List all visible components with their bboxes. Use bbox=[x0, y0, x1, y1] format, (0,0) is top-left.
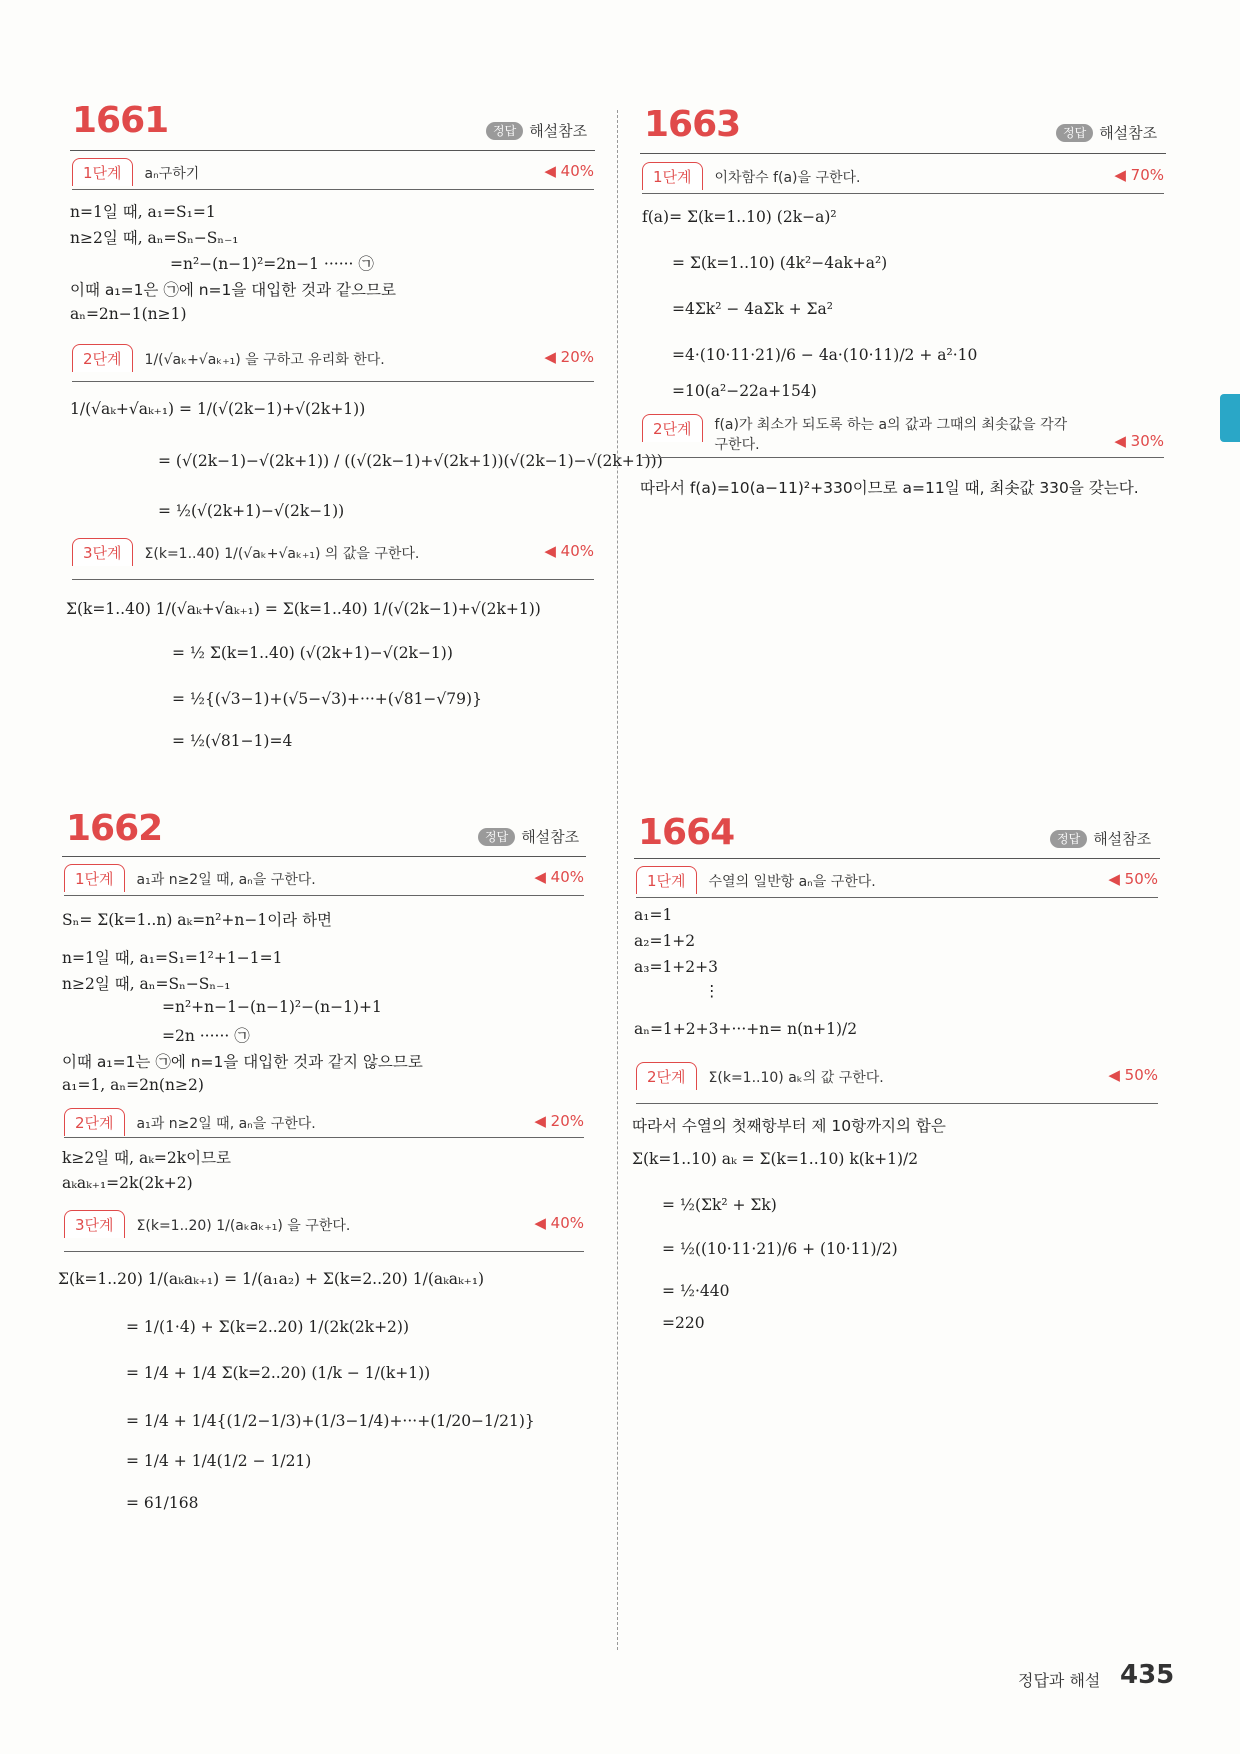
step-3 bbox=[64, 1210, 584, 1250]
step-desc: aₙ구하기 bbox=[144, 166, 200, 182]
header-rule bbox=[62, 856, 586, 857]
solution-line: =220 bbox=[662, 1314, 705, 1332]
step-desc: Σ(k=1..10) aₖ의 값 구한다. bbox=[708, 1070, 884, 1086]
solution-line: n≥2일 때, aₙ=Sₙ−Sₙ₋₁ bbox=[70, 229, 239, 247]
step-rule bbox=[64, 1251, 584, 1252]
step-rule bbox=[72, 579, 594, 580]
answer-text: 해설참조 bbox=[1099, 124, 1158, 142]
step-rule bbox=[636, 1103, 1158, 1104]
solution-line: = ½{(√3−1)+(√5−√3)+···+(√81−√79)} bbox=[172, 690, 482, 708]
step-1 bbox=[642, 162, 1164, 192]
header-rule bbox=[634, 858, 1160, 859]
step-tag: 3단계 bbox=[64, 1210, 125, 1238]
step-rule bbox=[642, 193, 1164, 194]
problem-number: 1664 bbox=[638, 812, 735, 853]
solution-line: Σ(k=1..40) 1/(√aₖ+√aₖ₊₁) = Σ(k=1..40) 1/(√(2k−1)+√(2k+1)) bbox=[66, 600, 541, 618]
step-rule bbox=[642, 457, 1164, 458]
step-tag: 2단계 bbox=[642, 414, 703, 442]
solution-line: = ½(√81−1)=4 bbox=[172, 732, 293, 750]
solution-line: Σ(k=1..10) aₖ = Σ(k=1..10) k(k+1)/2 bbox=[632, 1150, 919, 1168]
answer-label bbox=[478, 826, 579, 847]
step-percent: ◀ 30% bbox=[1114, 432, 1164, 450]
step-percent: ◀ 20% bbox=[544, 348, 594, 366]
column-divider bbox=[617, 110, 618, 1650]
solution-line: = ½(Σk² + Σk) bbox=[662, 1196, 777, 1214]
footer-label: 정답과 해설 bbox=[1018, 1671, 1101, 1690]
solution-line: = ½ Σ(k=1..40) (√(2k+1)−√(2k−1)) bbox=[172, 644, 453, 662]
solution-line: = ½·440 bbox=[662, 1282, 730, 1300]
problem-number: 1661 bbox=[72, 100, 169, 141]
step-rule bbox=[64, 895, 584, 896]
solution-line: ⋮ bbox=[704, 982, 720, 1000]
step-percent: ◀ 50% bbox=[1108, 1066, 1158, 1084]
header-rule bbox=[640, 153, 1166, 154]
problem-number: 1662 bbox=[66, 808, 163, 849]
step-percent: ◀ 40% bbox=[534, 1214, 584, 1232]
solution-line: =n²−(n−1)²=2n−1 ······ ㉠ bbox=[170, 255, 374, 273]
step-rule bbox=[72, 189, 594, 190]
solution-line: 이때 a₁=1는 ㉠에 n=1을 대입한 것과 같지 않으므로 bbox=[62, 1053, 423, 1071]
answer-text: 해설참조 bbox=[1093, 830, 1152, 848]
step-desc: a₁과 n≥2일 때, aₙ을 구한다. bbox=[136, 872, 316, 888]
answer-label bbox=[1050, 828, 1151, 849]
solution-line: = 1/4 + 1/4{(1/2−1/3)+(1/3−1/4)+···+(1/20−1/21)} bbox=[126, 1412, 535, 1430]
solution-line: a₁=1 bbox=[634, 906, 673, 924]
solution-line: 이때 a₁=1은 ㉠에 n=1을 대입한 것과 같으므로 bbox=[70, 281, 396, 299]
step-tag: 1단계 bbox=[72, 158, 133, 186]
answer-label bbox=[1056, 122, 1157, 143]
answer-label bbox=[486, 120, 587, 141]
step-3 bbox=[72, 538, 594, 578]
solution-line: = ½((10·11·21)/6 + (10·11)/2) bbox=[662, 1240, 898, 1258]
step-2 bbox=[64, 1108, 584, 1136]
solution-line: = 1/4 + 1/4 Σ(k=2..20) (1/k − 1/(k+1)) bbox=[126, 1364, 431, 1382]
step-tag: 2단계 bbox=[64, 1108, 125, 1136]
solution-line: =4Σk² − 4aΣk + Σa² bbox=[672, 300, 833, 318]
solution-line: Sₙ= Σ(k=1..n) aₖ=n²+n−1이라 하면 bbox=[62, 911, 333, 929]
solution-line: Σ(k=1..20) 1/(aₖaₖ₊₁) = 1/(a₁a₂) + Σ(k=2..20) 1/(aₖaₖ₊₁) bbox=[58, 1270, 485, 1288]
step-tag: 1단계 bbox=[64, 864, 125, 892]
solution-line: = 1/4 + 1/4(1/2 − 1/21) bbox=[126, 1452, 312, 1470]
solution-line: = 1/(1·4) + Σ(k=2..20) 1/(2k(2k+2)) bbox=[126, 1318, 410, 1336]
step-rule bbox=[636, 897, 1158, 898]
answer-text: 해설참조 bbox=[521, 828, 580, 846]
solution-line: = ½(√(2k+1)−√(2k−1)) bbox=[158, 502, 345, 520]
step-desc: Σ(k=1..20) 1/(aₖaₖ₊₁) 을 구한다. bbox=[136, 1218, 351, 1234]
step-1 bbox=[64, 864, 584, 894]
solution-line: aₙ=1+2+3+···+n= n(n+1)/2 bbox=[634, 1020, 858, 1038]
solution-line: 따라서 f(a)=10(a−11)²+330이므로 a=11일 때, 최솟값 330을 갖는다. bbox=[640, 479, 1139, 497]
step-desc: 수열의 일반항 aₙ을 구한다. bbox=[708, 874, 876, 890]
step-percent: ◀ 40% bbox=[544, 542, 594, 560]
step-desc: 이차함수 f(a)을 구한다. bbox=[714, 170, 861, 186]
step-1 bbox=[72, 158, 594, 188]
problem-number: 1663 bbox=[644, 104, 741, 145]
solution-line: =4·(10·11·21)/6 − 4a·(10·11)/2 + a²·10 bbox=[672, 346, 978, 364]
step-2 bbox=[72, 344, 594, 380]
solution-line: a₃=1+2+3 bbox=[634, 958, 719, 976]
step-percent: ◀ 50% bbox=[1108, 870, 1158, 888]
step-2 bbox=[642, 414, 1164, 456]
side-tab-marker bbox=[1220, 394, 1240, 442]
answer-badge: 정답 bbox=[1056, 124, 1093, 142]
step-desc: a₁과 n≥2일 때, aₙ을 구한다. bbox=[136, 1116, 316, 1132]
solution-line: n=1일 때, a₁=S₁=1 bbox=[70, 203, 216, 221]
solution-line: 따라서 수열의 첫째항부터 제 10항까지의 합은 bbox=[632, 1117, 946, 1135]
step-percent: ◀ 20% bbox=[534, 1112, 584, 1130]
answer-badge: 정답 bbox=[478, 828, 515, 846]
step-percent: ◀ 40% bbox=[534, 868, 584, 886]
page-number: 435 bbox=[1120, 1660, 1175, 1690]
solution-line: a₂=1+2 bbox=[634, 932, 696, 950]
step-2 bbox=[636, 1062, 1158, 1102]
solution-line: a₁=1, aₙ=2n(n≥2) bbox=[62, 1076, 204, 1094]
step-desc: 1/(√aₖ+√aₖ₊₁) 을 구하고 유리화 한다. bbox=[144, 352, 385, 368]
header-rule bbox=[70, 150, 595, 151]
step-tag: 3단계 bbox=[72, 538, 133, 566]
solution-line: n≥2일 때, aₙ=Sₙ−Sₙ₋₁ bbox=[62, 975, 231, 993]
step-rule bbox=[72, 381, 594, 382]
step-1 bbox=[636, 866, 1158, 896]
step-tag: 2단계 bbox=[636, 1062, 697, 1090]
answer-text: 해설참조 bbox=[529, 122, 588, 140]
step-desc: Σ(k=1..40) 1/(√aₖ+√aₖ₊₁) 의 값을 구한다. bbox=[144, 546, 420, 562]
solution-line: = Σ(k=1..10) (4k²−4ak+a²) bbox=[672, 254, 888, 272]
answer-badge: 정답 bbox=[1050, 830, 1087, 848]
step-tag: 1단계 bbox=[642, 162, 703, 190]
solution-line: f(a)= Σ(k=1..10) (2k−a)² bbox=[642, 208, 837, 226]
answer-badge: 정답 bbox=[486, 122, 523, 140]
step-rule bbox=[64, 1137, 584, 1138]
solution-line: =10(a²−22a+154) bbox=[672, 382, 817, 400]
solution-line: aₙ=2n−1(n≥1) bbox=[70, 305, 187, 323]
step-desc: f(a)가 최소가 되도록 하는 a의 값과 그때의 최솟값을 각각 구한다. bbox=[714, 417, 1068, 453]
step-tag: 1단계 bbox=[636, 866, 697, 894]
step-percent: ◀ 40% bbox=[544, 162, 594, 180]
solution-line: =n²+n−1−(n−1)²−(n−1)+1 bbox=[162, 998, 382, 1016]
solution-line: = 61/168 bbox=[126, 1494, 199, 1512]
solution-line: k≥2일 때, aₖ=2k이므로 bbox=[62, 1149, 232, 1167]
solution-line: 1/(√aₖ+√aₖ₊₁) = 1/(√(2k−1)+√(2k+1)) bbox=[70, 400, 366, 418]
step-percent: ◀ 70% bbox=[1114, 166, 1164, 184]
solution-line: n=1일 때, a₁=S₁=1²+1−1=1 bbox=[62, 949, 283, 967]
solution-line: aₖaₖ₊₁=2k(2k+2) bbox=[62, 1174, 193, 1192]
solution-line: = (√(2k−1)−√(2k+1)) / ((√(2k−1)+√(2k+1))(√(2k−1)−√(2k+1))) bbox=[158, 452, 663, 470]
solution-line: =2n ······ ㉠ bbox=[162, 1027, 250, 1045]
step-tag: 2단계 bbox=[72, 344, 133, 372]
